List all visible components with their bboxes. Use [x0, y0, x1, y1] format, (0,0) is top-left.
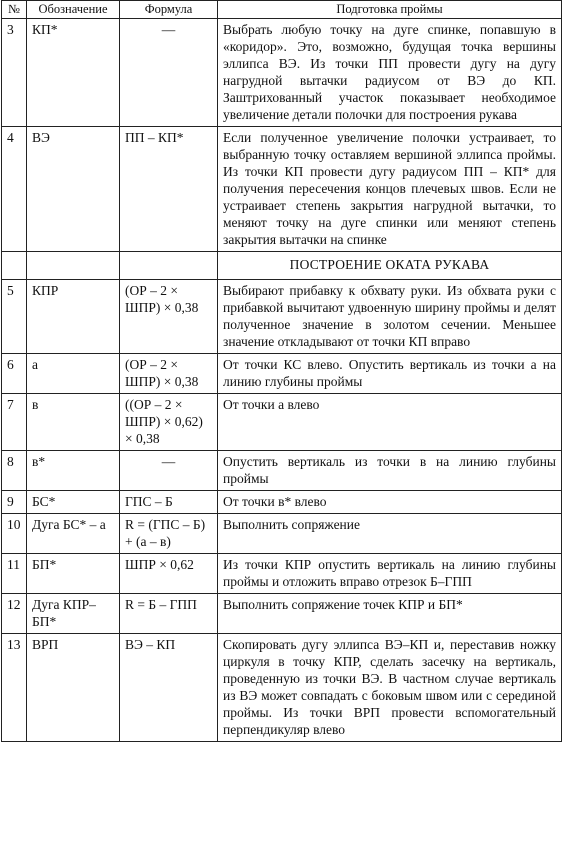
- row-designation: в*: [27, 451, 120, 491]
- row-num: 6: [2, 354, 27, 394]
- table-row: [2, 634, 562, 742]
- row-num: 3: [2, 19, 27, 127]
- row-formula: —: [120, 451, 218, 491]
- header-row: [2, 1, 562, 19]
- table-row: [2, 19, 562, 127]
- header-num: №: [2, 1, 27, 19]
- row-designation: Дуга КПР–БП*: [27, 594, 120, 634]
- row-text: От точки а влево: [218, 394, 562, 451]
- row-text: Если полученное увеличение полочки устраивает, то выбранную точку оставляем вершиной эллипса проймы. Из точки КП провести дугу радиусом ПП – КП* для получения пересечения концов плечевых швов. Если не устраивает степень закрытия нагрудной вытачки, то меняют точку на дуге спинки или меняют степень закрытия вытачки на спинке: [218, 127, 562, 252]
- row-formula: ШПР × 0,62: [120, 554, 218, 594]
- header-formula: Формула: [120, 1, 218, 19]
- table-row: [2, 594, 562, 634]
- table-row: [2, 554, 562, 594]
- row-num: 4: [2, 127, 27, 252]
- table-row: [2, 127, 562, 252]
- table-body: [2, 19, 562, 742]
- row-num: 8: [2, 451, 27, 491]
- row-designation: в: [27, 394, 120, 451]
- row-text: От точки в* влево: [218, 491, 562, 514]
- row-num: 9: [2, 491, 27, 514]
- table-row: [2, 491, 562, 514]
- table-row: [2, 451, 562, 491]
- row-num: 12: [2, 594, 27, 634]
- table-header: [2, 1, 562, 19]
- row-formula: ((ОР – 2 × ШПР) × 0,62) × 0,38: [120, 394, 218, 451]
- row-num: 11: [2, 554, 27, 594]
- row-text: Скопировать дугу эллипса ВЭ–КП и, переставив ножку циркуля в точку КПР, сделать засечку на вертикаль, проведенную из точки ВЭ. В частном случае вертикаль из ВЭ может совпадать с боковым швом или с серединой проймы. Из точки ВРП провести вспомогательный перпендикуляр влево: [218, 634, 562, 742]
- header-designation: Обозначение: [27, 1, 120, 19]
- construction-table: [1, 0, 562, 742]
- row-text: Из точки КПР опустить вертикаль на линию глубины проймы и отложить вправо отрезок Б–ГПП: [218, 554, 562, 594]
- table-row: [2, 354, 562, 394]
- row-formula: ГПС – Б: [120, 491, 218, 514]
- row-num: 10: [2, 514, 27, 554]
- row-num: 7: [2, 394, 27, 451]
- row-designation: КП*: [27, 19, 120, 127]
- row-designation: БП*: [27, 554, 120, 594]
- row-designation: ВРП: [27, 634, 120, 742]
- section-title: ПОСТРОЕНИЕ ОКАТА РУКАВА: [218, 252, 562, 280]
- row-text: Опустить вертикаль из точки в на линию глубины проймы: [218, 451, 562, 491]
- row-text: От точки КС влево. Опустить вертикаль из точки а на линию глубины проймы: [218, 354, 562, 394]
- row-formula: ПП – КП*: [120, 127, 218, 252]
- section-row: [2, 252, 562, 280]
- row-formula: R = (ГПС – Б) + (а – в): [120, 514, 218, 554]
- row-designation: Дуга БС* – а: [27, 514, 120, 554]
- table-row: [2, 280, 562, 354]
- row-formula: ВЭ – КП: [120, 634, 218, 742]
- row-designation: БС*: [27, 491, 120, 514]
- row-designation: а: [27, 354, 120, 394]
- row-text: Выполнить сопряжение: [218, 514, 562, 554]
- row-num: 5: [2, 280, 27, 354]
- row-formula: R = Б – ГПП: [120, 594, 218, 634]
- row-formula: (ОР – 2 × ШПР) × 0,38: [120, 280, 218, 354]
- row-designation: КПР: [27, 280, 120, 354]
- row-text: Выполнить сопряжение точек КПР и БП*: [218, 594, 562, 634]
- table-row: [2, 514, 562, 554]
- row-formula: (ОР – 2 × ШПР) × 0,38: [120, 354, 218, 394]
- row-text: Выбирают прибавку к обхвату руки. Из обхвата руки с прибавкой вычитают удвоенную ширину проймы и делят полученное значение в золотом сечении. Меньшее значение откладывают от точки КП вправо: [218, 280, 562, 354]
- header-preparation: Подготовка проймы: [218, 1, 562, 19]
- row-num: 13: [2, 634, 27, 742]
- row-text: Выбрать любую точку на дуге спинке, попавшую в «коридор». Это, возможно, будущая точка вершины эллипса ВЭ. Из точки ПП провести дугу на дугу нагрудной вытачки радиусом от ВЭ до КП. Заштрихованный участок показывает необходимое увеличение детали полочки для построения рукава: [218, 19, 562, 127]
- row-formula: —: [120, 19, 218, 127]
- table-row: [2, 394, 562, 451]
- row-designation: ВЭ: [27, 127, 120, 252]
